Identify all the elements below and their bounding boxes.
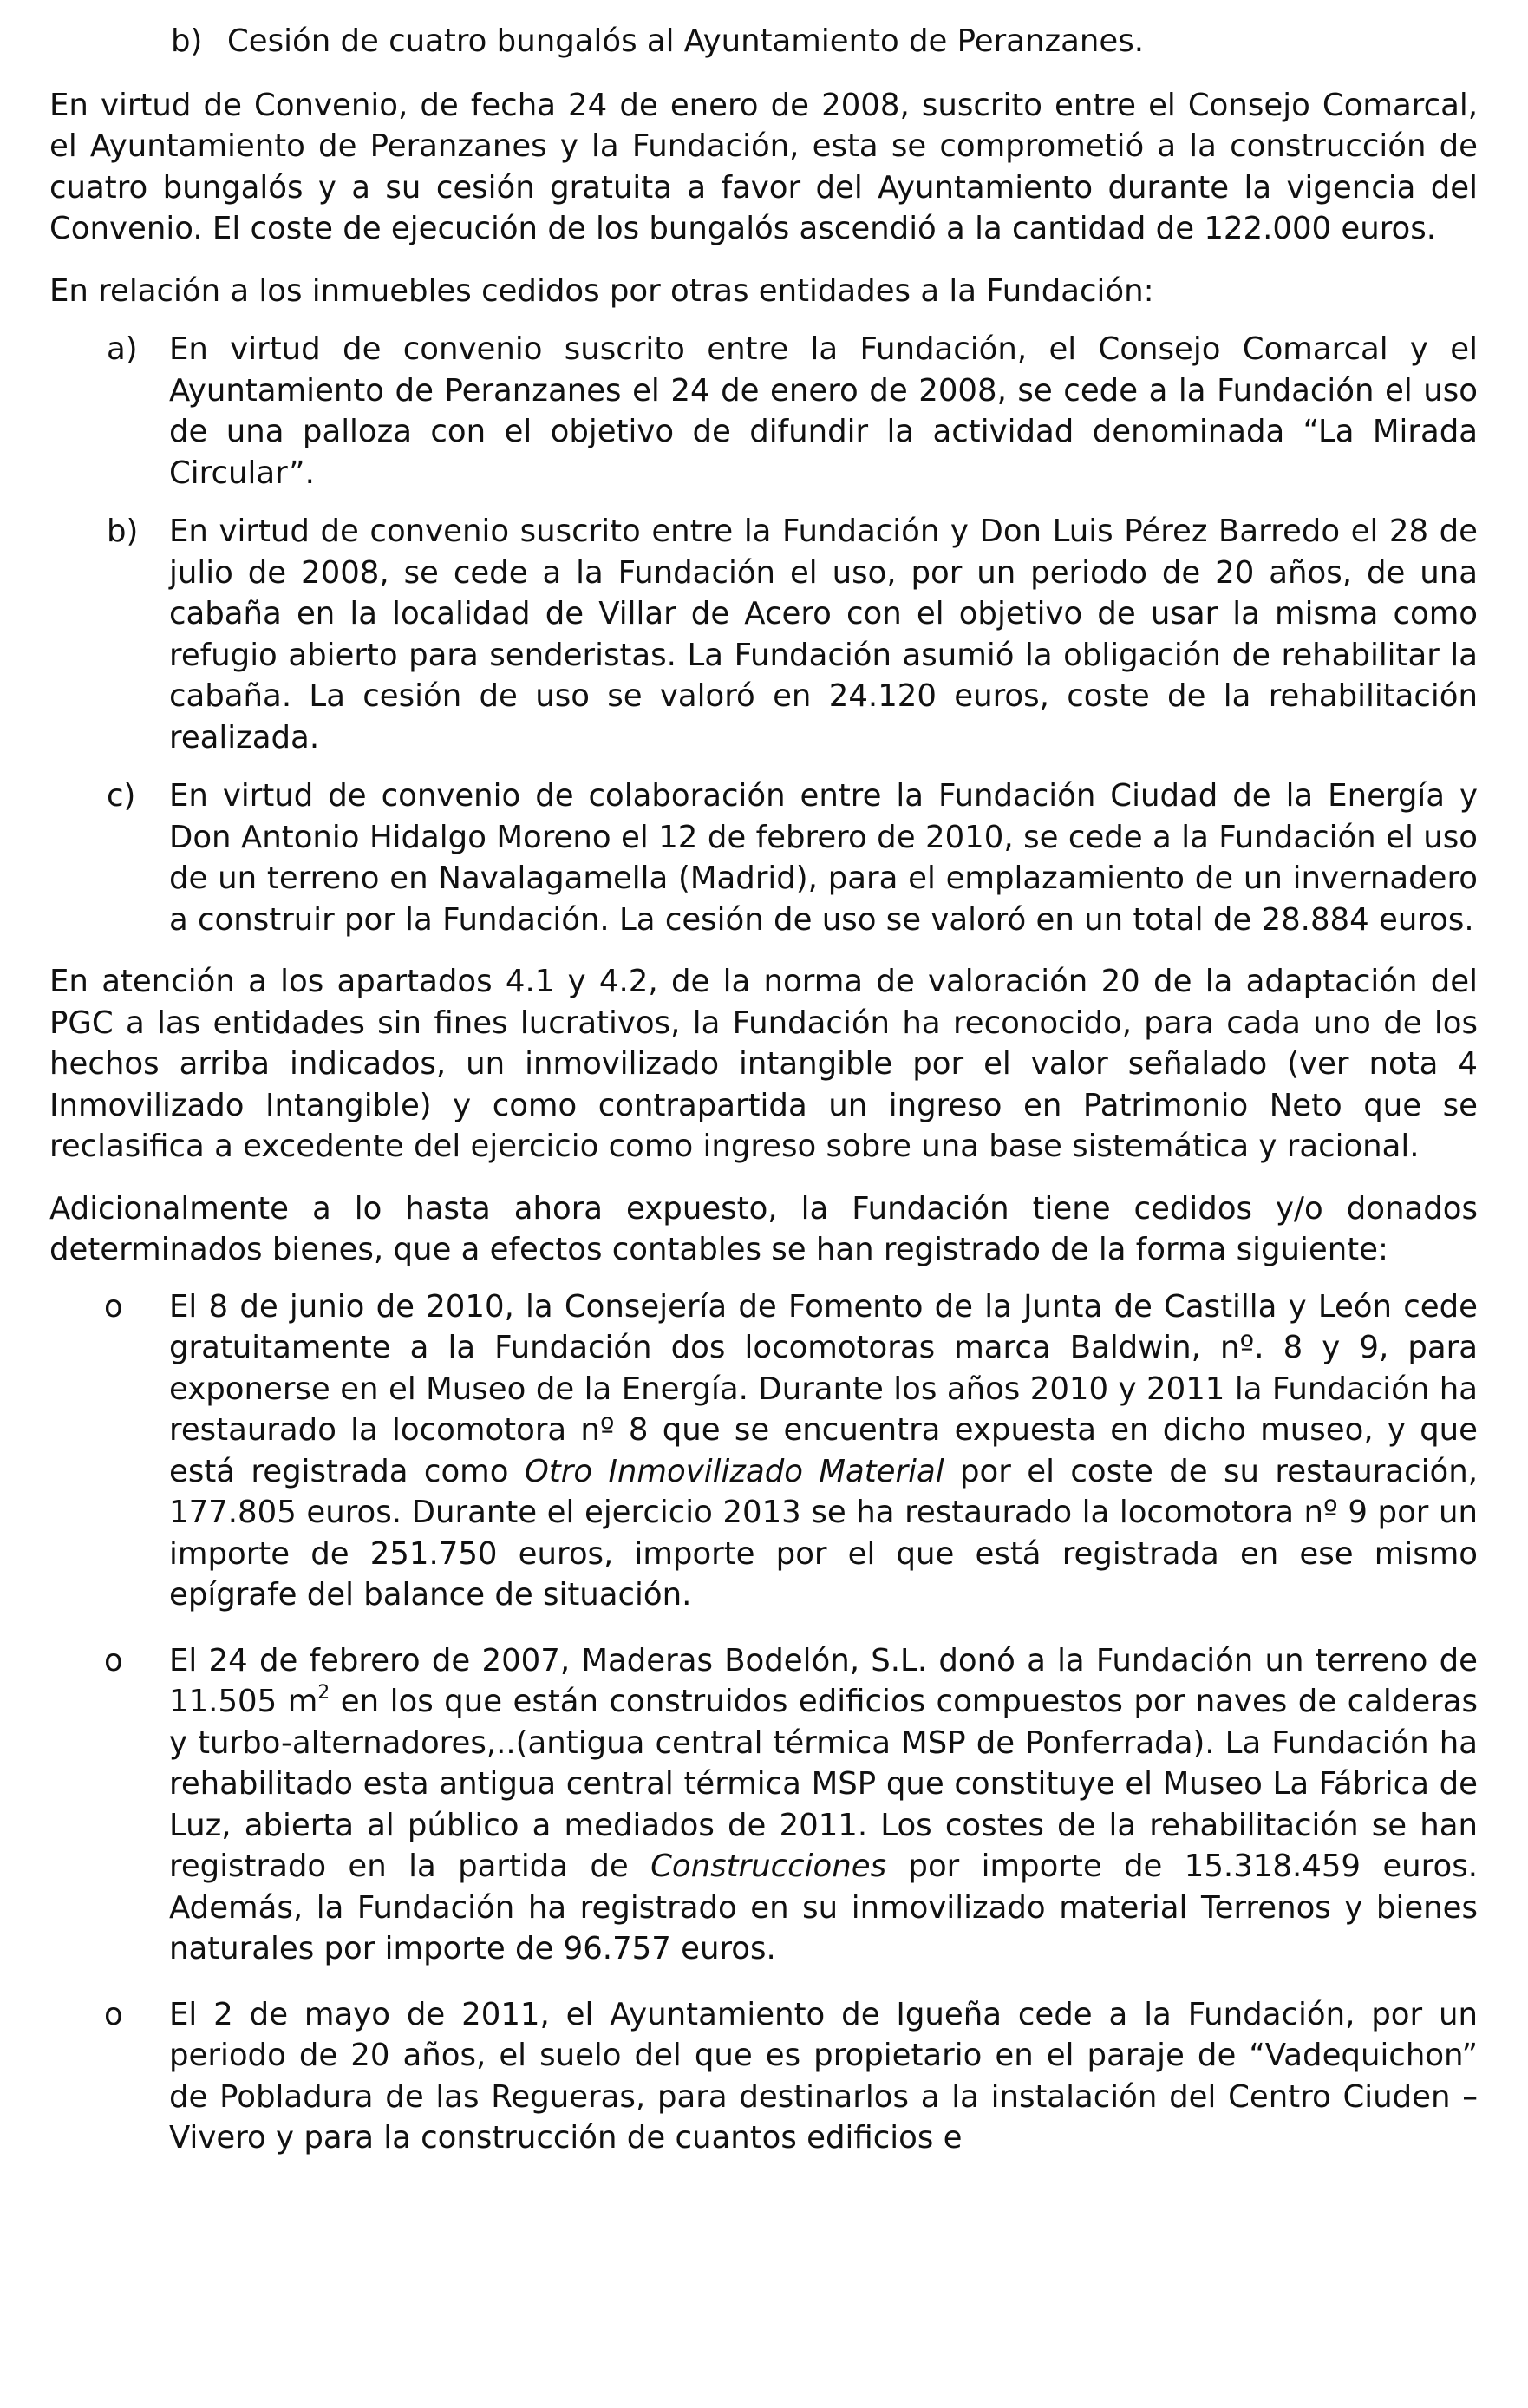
- heading-marker: b): [171, 23, 203, 59]
- section-heading: [49, 21, 1478, 62]
- bullet-item-text: El 2 de mayo de 2011, el Ayuntamiento de Igueña cede a la Fundación, por un periodo de 20 años, el suelo del que es propietario en el paraje de “Vadequichon” de Pobladura de las Regueras, para destinarlos a la instalación del Centro Ciuden –Vivero y para la construcción de cuantos edificios e: [169, 1996, 1478, 2156]
- bullet-list: [49, 1286, 1478, 2159]
- bullet-item-locomotoras: [49, 1286, 1478, 1616]
- bullet-item-vivero: [49, 1994, 1478, 2159]
- list-item-text: En virtud de convenio de colaboración entre la Fundación Ciudad de la Energía y Don Antonio Hidalgo Moreno el 12 de febrero de 2010, se cede a la Fundación el uso de un terreno en Navalagamella (Madrid), para el emplazamiento de un invernadero a construir por la Fundación. La cesión de uso se valoró en un total de 28.884 euros.: [169, 778, 1478, 938]
- document-page: [49, 21, 1478, 2183]
- heading-text: Cesión de cuatro bungalós al Ayuntamiento de Peranzanes.: [227, 23, 1145, 59]
- lettered-list: [49, 329, 1478, 940]
- list-item-text: En virtud de convenio suscrito entre la Fundación, el Consejo Comarcal y el Ayuntamiento de Peranzanes el 24 de enero de 2008, se cede a la Fundación el uso de una palloza con el objetivo de difundir la actividad denominada “La Mirada Circular”.: [169, 331, 1478, 491]
- list-marker: c): [107, 778, 136, 814]
- paragraph-valoracion: En atención a los apartados 4.1 y 4.2, de la norma de valoración 20 de la adaptación del PGC a las entidades sin fines lucrativos, la Fundación ha reconocido, para cada uno de los hechos arriba indicados, un inmovilizado intangible por el valor señalado (ver nota 4 Inmovilizado Intangible) y como contrapartida un ingreso en Patrimonio Neto que se reclasifica a excedente del ejercicio como ingreso sobre una base sistemática y racional.: [49, 964, 1478, 1164]
- bullet-item-text: El 8 de junio de 2010, la Consejería de Fomento de la Junta de Castilla y León cede gratuitamente a la Fundación dos locomotoras marca Baldwin, nº. 8 y 9, para exponerse en el Museo de la Energía. Durante los años 2010 y 2011 la Fundación ha restaurado la locomotora nº 8 que se encuentra expuesta en dicho museo, y que está registrada como Otro Inmovilizado Material por el coste de su restauración, 177.805 euros. Durante el ejercicio 2013 se ha restaurado la locomotora nº 9 por un importe de 251.750 euros, importe por el que está registrada en ese mismo epígrafe del balance de situación.: [169, 1288, 1478, 1613]
- bullet-item-text: El 24 de febrero de 2007, Maderas Bodelón, S.L. donó a la Fundación un terreno de 11.505 $m^2$ en los que están construidos edificios compuestos por naves de calderas y turbo-alternadores,..(antigua central térmica MSP de Ponferrada). La Fundación ha rehabilitado esta antigua central térmica MSP que constituye el Museo La Fábrica de Luz, abierta al público a mediados de 2011. Los costes de la rehabilitación se han registrado en la partida de Construcciones por importe de 15.318.459 euros. Además, la Fundación ha registrado en su inmovilizado material Terrenos y bienes naturales por importe de 96.757 euros.: [169, 1642, 1479, 1966]
- list-item-text: En virtud de convenio suscrito entre la Fundación y Don Luis Pérez Barredo el 28 de julio de 2008, se cede a la Fundación el uso, por un periodo de 20 años, de una cabaña en la localidad de Villar de Acero con el objetivo de usar la misma como refugio abierto para senderistas. La Fundación asumió la obligación de rehabilitar la cabaña. La cesión de uso se valoró en 24.120 euros, coste de la rehabilitación realizada.: [169, 514, 1478, 756]
- list-marker: b): [107, 514, 139, 549]
- list-item-c: [49, 775, 1478, 940]
- list-marker: a): [107, 331, 138, 367]
- bullet-marker: o: [104, 1642, 123, 1678]
- bullet-marker: o: [104, 1996, 123, 2032]
- paragraph-inmuebles-intro: En relación a los inmuebles cedidos por otras entidades a la Fundación:: [49, 272, 1154, 309]
- bullet-marker: o: [104, 1288, 123, 1325]
- paragraph-convenio: En virtud de Convenio, de fecha 24 de enero de 2008, suscrito entre el Consejo Comarcal, el Ayuntamiento de Peranzanes y la Fundación, esta se comprometió a la construcción de cuatro bungalós y a su cesión gratuita a favor del Ayuntamiento durante la vigencia del Convenio. El coste de ejecución de los bungalós ascendió a la cantidad de 122.000 euros.: [49, 87, 1478, 246]
- list-item-a: [49, 329, 1478, 494]
- paragraph-bienes-intro: Adicionalmente a lo hasta ahora expuesto, la Fundación tiene cedidos y/o donados determinados bienes, que a efectos contables se han registrado de la forma siguiente:: [49, 1190, 1478, 1267]
- list-item-b: [49, 511, 1478, 758]
- bullet-item-terreno: [49, 1640, 1478, 1970]
